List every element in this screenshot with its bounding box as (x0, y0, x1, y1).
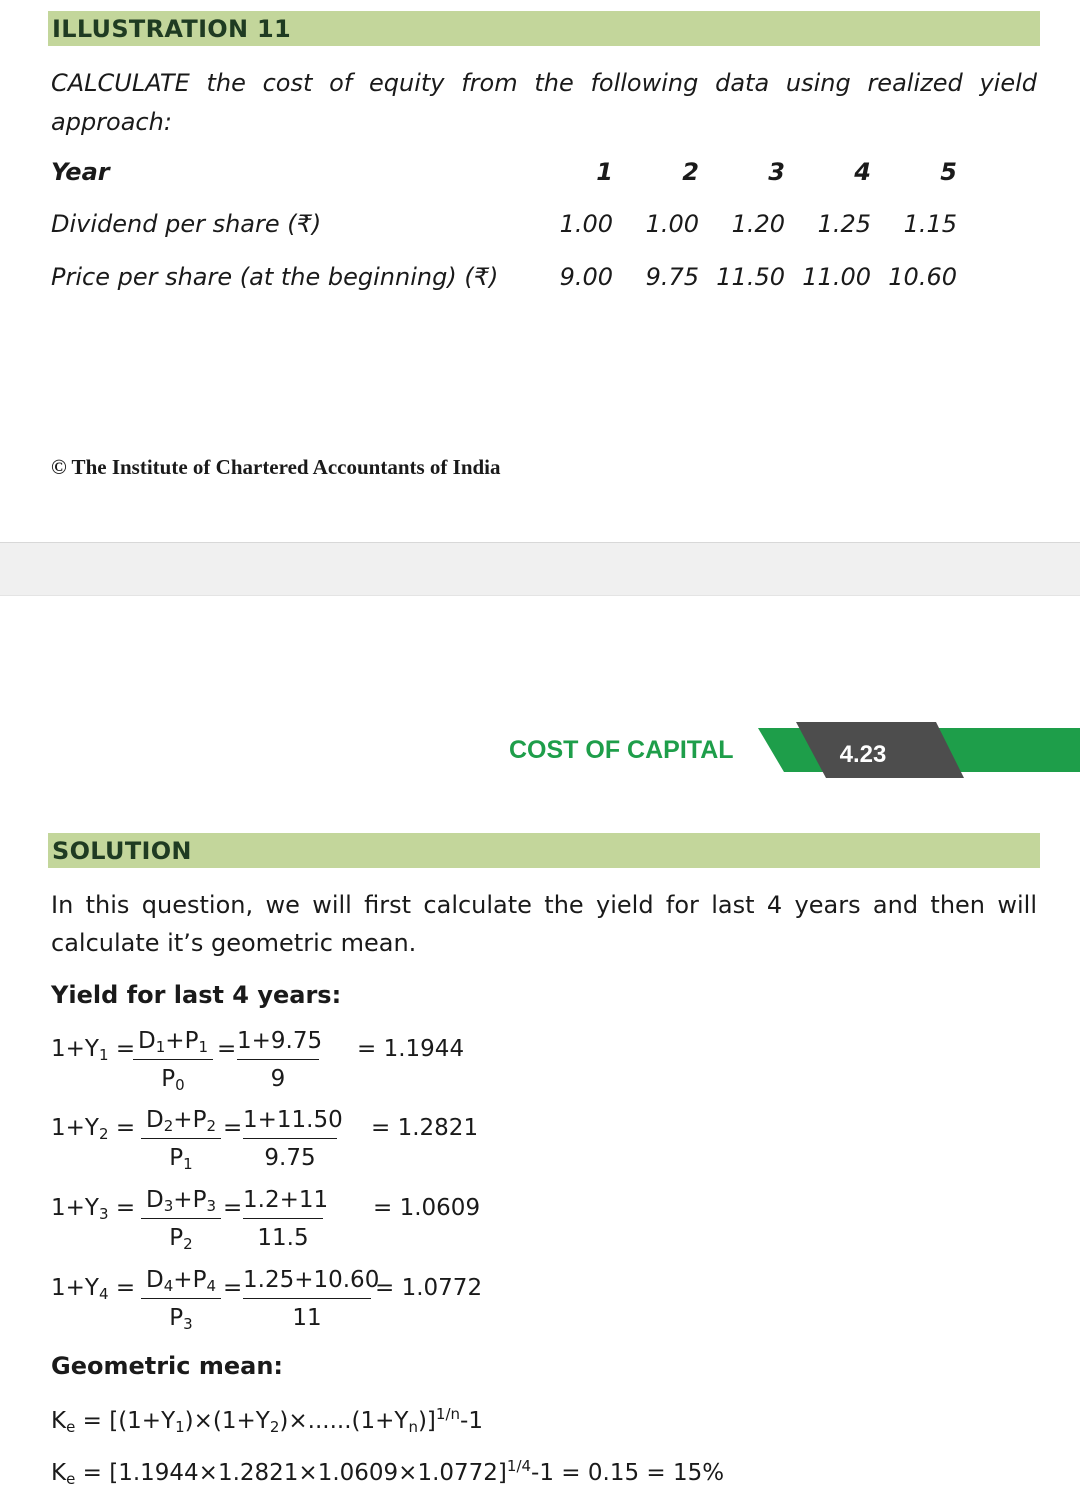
symbolic-fraction: $D_1+P_1$ $P_0$ (133, 1024, 213, 1096)
equation-result: = 1.0772 (375, 1275, 483, 1301)
equation-lhs: $1+Y_2$ = (51, 1115, 136, 1143)
chapter-title: COST OF CAPITAL (509, 736, 734, 764)
table-cell: 1.15 (903, 210, 957, 238)
row-label: Dividend per share (₹) (51, 210, 322, 238)
illustration-heading-banner (48, 11, 1040, 46)
year-cell: 4 (854, 158, 871, 186)
year-cell: 3 (768, 158, 785, 186)
row-label: Price per share (at the beginning) (₹) (51, 263, 499, 291)
table-cell: 1.25 (817, 210, 871, 238)
table-row-price (51, 263, 957, 297)
symbolic-fraction: $D_3+P_3$ $P_2$ (141, 1183, 221, 1255)
page-number: 4.23 (839, 741, 887, 768)
geometric-mean-formula: $K_e = [(1+Y_1)\times(1+Y_2)\times......(1+Y_n)]^{1/n}-1$ (51, 1405, 483, 1436)
year-cell: 1 (596, 158, 613, 186)
solution-heading-banner (48, 833, 1040, 868)
page-number-tab (740, 718, 1080, 782)
equation-lhs: $1+Y_1$ = (51, 1036, 136, 1064)
symbolic-fraction: $D_4+P_4$ $P_3$ (141, 1263, 221, 1335)
table-cell: 9.00 (559, 263, 613, 291)
equation-lhs: $1+Y_4$ = (51, 1275, 136, 1303)
equation-result: = 1.2821 (371, 1115, 479, 1141)
copyright-footer: © The Institute of Chartered Accountants of India (51, 455, 501, 479)
yield-equation-2: $1+Y_2$ = $D_2+P_2$ $P_1$ = 1+11.50 9.75 = 1.2821 (51, 1103, 751, 1183)
geometric-mean-heading: Geometric mean: (51, 1352, 284, 1380)
solution-heading: SOLUTION (52, 837, 192, 865)
table-header-row (51, 158, 957, 192)
table-cell: 11.50 (716, 263, 785, 291)
yield-equation-3: $1+Y_3$ = $D_3+P_3$ $P_2$ = 1.2+11 11.5 = 1.0609 (51, 1183, 751, 1263)
table-cell: 1.00 (645, 210, 699, 238)
numeric-fraction: 1.25+10.60 11 (243, 1267, 380, 1331)
symbolic-fraction: $D_2+P_2$ $P_1$ (141, 1103, 221, 1175)
table-cell: 11.00 (802, 263, 871, 291)
table-cell: 1.20 (731, 210, 785, 238)
solution-intro: In this question, we will first calculate the yield for last 4 years and then will calculate it’s geometric mean. (51, 891, 1037, 957)
year-cell: 2 (682, 158, 699, 186)
table-cell: 10.60 (888, 263, 957, 291)
numeric-fraction: 1.2+11 11.5 (243, 1187, 329, 1251)
year-label: Year (51, 158, 110, 186)
equation-result: = 1.1944 (357, 1036, 465, 1062)
geometric-mean-calculation: $K_e = [1.1944\times 1.2821\times 1.0609\times 1.0772]^{1/4}-1 = 0.15 = 15\%$ (51, 1457, 725, 1488)
yield-heading: Yield for last 4 years: (51, 981, 342, 1009)
equation-lhs: $1+Y_3$ = (51, 1195, 136, 1223)
year-cell: 5 (940, 158, 957, 186)
equation-result: = 1.0609 (373, 1195, 481, 1221)
numeric-fraction: 1+9.75 9 (237, 1028, 323, 1092)
question-text: CALCULATE the cost of equity from the following data using realized yield approach: (51, 69, 1037, 136)
yield-equation-1: $1+Y_1$ = $D_1+P_1$ $P_0$ = 1+9.75 9 = 1.1944 (51, 1024, 751, 1104)
yield-equation-4: $1+Y_4$ = $D_4+P_4$ $P_3$ = 1.25+10.60 11 = 1.0772 (51, 1263, 751, 1343)
numeric-fraction: 1+11.50 9.75 (243, 1107, 343, 1171)
table-cell: 1.00 (559, 210, 613, 238)
page-break (0, 542, 1080, 596)
table-cell: 9.75 (645, 263, 699, 291)
table-row-dividend (51, 210, 957, 244)
illustration-heading: ILLUSTRATION 11 (52, 15, 292, 43)
